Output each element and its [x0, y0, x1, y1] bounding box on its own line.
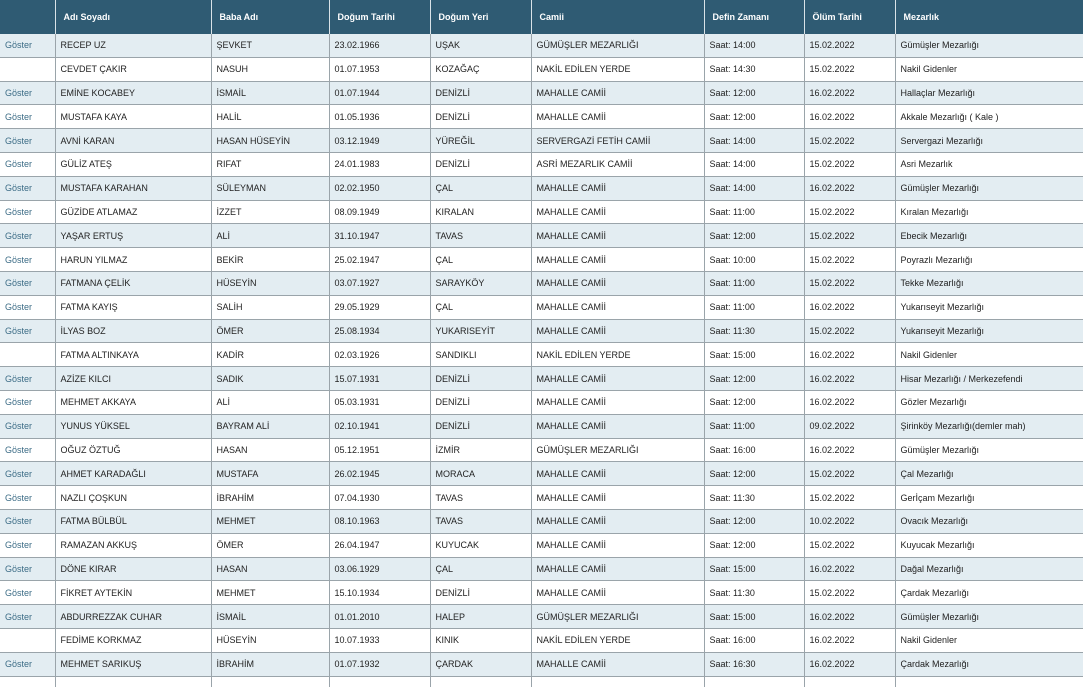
- death-date-cell: 15.02.2022: [804, 152, 895, 176]
- birth-place-cell: SARAYKÖY: [430, 271, 531, 295]
- show-link: [0, 57, 55, 81]
- name-cell: FATMA ALTINKAYA: [55, 343, 211, 367]
- show-link[interactable]: Göster: [0, 390, 55, 414]
- father-name-cell: İZZET: [211, 200, 329, 224]
- mosque-cell: MAHALLE CAMİİ: [531, 81, 704, 105]
- birth-place-cell: ÇAL: [430, 176, 531, 200]
- mosque-cell: SERVERGAZİ FETİH CAMİİ: [531, 129, 704, 153]
- empty-cell: [0, 676, 55, 687]
- show-link[interactable]: Göster: [0, 129, 55, 153]
- cemetery-cell: Kıralan Mezarlığı: [895, 200, 1083, 224]
- birth-place-cell: SANDIKLI: [430, 343, 531, 367]
- mosque-cell: GÜMÜŞLER MEZARLIĞI: [531, 34, 704, 57]
- cemetery-cell: Gümüşler Mezarlığı: [895, 605, 1083, 629]
- table-row: [0, 486, 1083, 510]
- burial-time-cell: Saat: 11:30: [704, 486, 804, 510]
- death-date-cell: 16.02.2022: [804, 390, 895, 414]
- mosque-cell: MAHALLE CAMİİ: [531, 414, 704, 438]
- birth-date-cell: 05.12.1951: [329, 438, 430, 462]
- name-cell: MEHMET AKKAYA: [55, 390, 211, 414]
- birth-place-cell: MORACA: [430, 462, 531, 486]
- cemetery-cell: Gümüşler Mezarlığı: [895, 34, 1083, 57]
- mosque-cell: NAKİL EDİLEN YERDE: [531, 628, 704, 652]
- birth-date-cell: 08.09.1949: [329, 200, 430, 224]
- birth-date-cell: 01.01.2010: [329, 605, 430, 629]
- death-date-cell: 15.02.2022: [804, 533, 895, 557]
- name-cell: YUNUS YÜKSEL: [55, 414, 211, 438]
- father-name-cell: SADIK: [211, 367, 329, 391]
- table-row: [0, 438, 1083, 462]
- burial-time-cell: Saat: 14:00: [704, 152, 804, 176]
- mosque-cell: ASRİ MEZARLIK CAMİİ: [531, 152, 704, 176]
- mosque-cell: MAHALLE CAMİİ: [531, 248, 704, 272]
- father-name-cell: BEKİR: [211, 248, 329, 272]
- name-cell: İLYAS BOZ: [55, 319, 211, 343]
- birth-date-cell: 03.06.1929: [329, 557, 430, 581]
- cemetery-cell: Hallaçlar Mezarlığı: [895, 81, 1083, 105]
- mosque-cell: MAHALLE CAMİİ: [531, 224, 704, 248]
- father-name-cell: HASAN: [211, 438, 329, 462]
- cemetery-cell: Ovacık Mezarlığı: [895, 509, 1083, 533]
- birth-date-cell: 24.01.1983: [329, 152, 430, 176]
- death-date-cell: 15.02.2022: [804, 129, 895, 153]
- name-cell: MUSTAFA KAYA: [55, 105, 211, 129]
- show-link[interactable]: Göster: [0, 248, 55, 272]
- header-birth-date: Doğum Tarihi: [329, 0, 430, 34]
- birth-place-cell: ÇAL: [430, 295, 531, 319]
- show-link[interactable]: Göster: [0, 319, 55, 343]
- birth-date-cell: 10.07.1933: [329, 628, 430, 652]
- birth-place-cell: ÇAL: [430, 557, 531, 581]
- table-row: [0, 652, 1083, 676]
- birth-place-cell: DENİZLİ: [430, 152, 531, 176]
- table-row: [0, 248, 1083, 272]
- father-name-cell: ÖMER: [211, 319, 329, 343]
- show-link[interactable]: Göster: [0, 81, 55, 105]
- mosque-cell: MAHALLE CAMİİ: [531, 271, 704, 295]
- birth-place-cell: ÇAL: [430, 248, 531, 272]
- table-footer-row: [0, 676, 1083, 687]
- show-link[interactable]: Göster: [0, 509, 55, 533]
- show-link: [0, 343, 55, 367]
- death-date-cell: 16.02.2022: [804, 81, 895, 105]
- father-name-cell: HASAN HÜSEYİN: [211, 129, 329, 153]
- cemetery-cell: Şirinköy Mezarlığı(demler mah): [895, 414, 1083, 438]
- burial-time-cell: Saat: 16:00: [704, 438, 804, 462]
- death-date-cell: 15.02.2022: [804, 34, 895, 57]
- header-cemetery: Mezarlık: [895, 0, 1083, 34]
- mosque-cell: NAKİL EDİLEN YERDE: [531, 57, 704, 81]
- name-cell: AHMET KARADAĞLI: [55, 462, 211, 486]
- burial-time-cell: Saat: 14:00: [704, 129, 804, 153]
- table-row: [0, 557, 1083, 581]
- birth-date-cell: 26.02.1945: [329, 462, 430, 486]
- cemetery-cell: Çardak Mezarlığı: [895, 652, 1083, 676]
- name-cell: RECEP UZ: [55, 34, 211, 57]
- show-link[interactable]: Göster: [0, 367, 55, 391]
- show-link[interactable]: Göster: [0, 581, 55, 605]
- father-name-cell: HÜSEYİN: [211, 271, 329, 295]
- cemetery-cell: Nakil Gidenler: [895, 343, 1083, 367]
- show-link[interactable]: Göster: [0, 438, 55, 462]
- empty-cell: [531, 676, 704, 687]
- cemetery-cell: Çardak Mezarlığı: [895, 581, 1083, 605]
- burial-time-cell: Saat: 12:00: [704, 390, 804, 414]
- cemetery-cell: Akkale Mezarlığı ( Kale ): [895, 105, 1083, 129]
- birth-date-cell: 25.02.1947: [329, 248, 430, 272]
- birth-place-cell: KUYUCAK: [430, 533, 531, 557]
- cemetery-cell: Poyrazlı Mezarlığı: [895, 248, 1083, 272]
- cemetery-cell: Gerİçam Mezarlığı: [895, 486, 1083, 510]
- show-link[interactable]: Göster: [0, 34, 55, 57]
- table-row: [0, 105, 1083, 129]
- show-link[interactable]: Göster: [0, 486, 55, 510]
- burial-time-cell: Saat: 12:00: [704, 509, 804, 533]
- birth-place-cell: TAVAS: [430, 486, 531, 510]
- table-body: [0, 34, 1083, 687]
- birth-date-cell: 02.02.1950: [329, 176, 430, 200]
- name-cell: EMİNE KOCABEY: [55, 81, 211, 105]
- name-cell: FATMA BÜLBÜL: [55, 509, 211, 533]
- burial-time-cell: Saat: 14:30: [704, 57, 804, 81]
- show-link[interactable]: Göster: [0, 462, 55, 486]
- show-link[interactable]: Göster: [0, 414, 55, 438]
- birth-place-cell: DENİZLİ: [430, 105, 531, 129]
- mosque-cell: GÜMÜŞLER MEZARLIĞI: [531, 438, 704, 462]
- cemetery-cell: Yukarıseyit Mezarlığı: [895, 295, 1083, 319]
- death-date-cell: 16.02.2022: [804, 652, 895, 676]
- empty-cell: [895, 676, 1083, 687]
- birth-date-cell: 31.10.1947: [329, 224, 430, 248]
- table-row: [0, 271, 1083, 295]
- cemetery-cell: Nakil Gidenler: [895, 628, 1083, 652]
- name-cell: GÜZİDE ATLAMAZ: [55, 200, 211, 224]
- table-row: [0, 224, 1083, 248]
- mosque-cell: MAHALLE CAMİİ: [531, 200, 704, 224]
- name-cell: GÜLİZ ATEŞ: [55, 152, 211, 176]
- show-link[interactable]: Göster: [0, 557, 55, 581]
- birth-date-cell: 02.03.1926: [329, 343, 430, 367]
- death-date-cell: 15.02.2022: [804, 271, 895, 295]
- mosque-cell: MAHALLE CAMİİ: [531, 509, 704, 533]
- table-row: [0, 628, 1083, 652]
- birth-place-cell: DENİZLİ: [430, 414, 531, 438]
- name-cell: CEVDET ÇAKIR: [55, 57, 211, 81]
- burial-time-cell: Saat: 12:00: [704, 81, 804, 105]
- father-name-cell: MEHMET: [211, 509, 329, 533]
- father-name-cell: NASUH: [211, 57, 329, 81]
- show-link[interactable]: Göster: [0, 152, 55, 176]
- show-link[interactable]: Göster: [0, 605, 55, 629]
- burial-time-cell: Saat: 12:00: [704, 462, 804, 486]
- burial-time-cell: Saat: 15:00: [704, 557, 804, 581]
- birth-date-cell: 01.07.1953: [329, 57, 430, 81]
- name-cell: OĞUZ ÖZTUĞ: [55, 438, 211, 462]
- mosque-cell: MAHALLE CAMİİ: [531, 295, 704, 319]
- birth-date-cell: 01.07.1932: [329, 652, 430, 676]
- header-name: Adı Soyadı: [55, 0, 211, 34]
- mosque-cell: MAHALLE CAMİİ: [531, 486, 704, 510]
- birth-date-cell: 25.08.1934: [329, 319, 430, 343]
- birth-place-cell: TAVAS: [430, 224, 531, 248]
- burial-time-cell: Saat: 16:30: [704, 652, 804, 676]
- burial-time-cell: Saat: 14:00: [704, 176, 804, 200]
- death-date-cell: 16.02.2022: [804, 438, 895, 462]
- show-link[interactable]: Göster: [0, 200, 55, 224]
- death-date-cell: 10.02.2022: [804, 509, 895, 533]
- birth-place-cell: ÇARDAK: [430, 652, 531, 676]
- burial-time-cell: Saat: 12:00: [704, 533, 804, 557]
- father-name-cell: ŞEVKET: [211, 34, 329, 57]
- death-date-cell: 15.02.2022: [804, 462, 895, 486]
- burial-time-cell: Saat: 15:00: [704, 343, 804, 367]
- show-link[interactable]: Göster: [0, 105, 55, 129]
- show-link[interactable]: Göster: [0, 224, 55, 248]
- birth-place-cell: KOZAĞAÇ: [430, 57, 531, 81]
- birth-place-cell: DENİZLİ: [430, 581, 531, 605]
- cemetery-cell: Servergazi Mezarlığı: [895, 129, 1083, 153]
- name-cell: ABDURREZZAK CUHAR: [55, 605, 211, 629]
- father-name-cell: HASAN: [211, 557, 329, 581]
- birth-place-cell: DENİZLİ: [430, 367, 531, 391]
- father-name-cell: BAYRAM ALİ: [211, 414, 329, 438]
- death-date-cell: 15.02.2022: [804, 224, 895, 248]
- mosque-cell: MAHALLE CAMİİ: [531, 652, 704, 676]
- mosque-cell: MAHALLE CAMİİ: [531, 390, 704, 414]
- birth-date-cell: 03.12.1949: [329, 129, 430, 153]
- father-name-cell: SÜLEYMAN: [211, 176, 329, 200]
- mosque-cell: MAHALLE CAMİİ: [531, 533, 704, 557]
- death-date-cell: 16.02.2022: [804, 605, 895, 629]
- birth-place-cell: İZMİR: [430, 438, 531, 462]
- mosque-cell: MAHALLE CAMİİ: [531, 367, 704, 391]
- father-name-cell: KADİR: [211, 343, 329, 367]
- father-name-cell: İBRAHİM: [211, 652, 329, 676]
- death-date-cell: 16.02.2022: [804, 557, 895, 581]
- birth-place-cell: DENİZLİ: [430, 81, 531, 105]
- burial-time-cell: Saat: 10:00: [704, 248, 804, 272]
- death-date-cell: 16.02.2022: [804, 176, 895, 200]
- death-date-cell: 16.02.2022: [804, 295, 895, 319]
- empty-cell: [329, 676, 430, 687]
- name-cell: MEHMET SARIKUŞ: [55, 652, 211, 676]
- burial-time-cell: Saat: 11:00: [704, 200, 804, 224]
- mosque-cell: MAHALLE CAMİİ: [531, 319, 704, 343]
- show-link[interactable]: Göster: [0, 533, 55, 557]
- birth-date-cell: 26.04.1947: [329, 533, 430, 557]
- table-row: [0, 81, 1083, 105]
- header-father-name: Baba Adı: [211, 0, 329, 34]
- table-row: [0, 176, 1083, 200]
- death-date-cell: 16.02.2022: [804, 367, 895, 391]
- table-row: [0, 129, 1083, 153]
- death-date-cell: 16.02.2022: [804, 343, 895, 367]
- burial-time-cell: Saat: 11:30: [704, 581, 804, 605]
- burial-time-cell: Saat: 11:00: [704, 271, 804, 295]
- birth-place-cell: YÜREĞİL: [430, 129, 531, 153]
- table-row: [0, 295, 1083, 319]
- birth-date-cell: 07.04.1930: [329, 486, 430, 510]
- cemetery-cell: Hisar Mezarlığı / Merkezefendi: [895, 367, 1083, 391]
- cemetery-cell: Asri Mezarlık: [895, 152, 1083, 176]
- header-action: [0, 0, 55, 34]
- father-name-cell: ALİ: [211, 224, 329, 248]
- table-row: [0, 367, 1083, 391]
- birth-date-cell: 01.05.1936: [329, 105, 430, 129]
- birth-place-cell: YUKARISEYİT: [430, 319, 531, 343]
- death-date-cell: 15.02.2022: [804, 319, 895, 343]
- birth-date-cell: 05.03.1931: [329, 390, 430, 414]
- cemetery-cell: Dağal Mezarlığı: [895, 557, 1083, 581]
- death-date-cell: 15.02.2022: [804, 57, 895, 81]
- birth-place-cell: HALEP: [430, 605, 531, 629]
- death-date-cell: 15.02.2022: [804, 581, 895, 605]
- burial-time-cell: Saat: 12:00: [704, 367, 804, 391]
- mosque-cell: NAKİL EDİLEN YERDE: [531, 343, 704, 367]
- birth-date-cell: 01.07.1944: [329, 81, 430, 105]
- name-cell: FEDİME KORKMAZ: [55, 628, 211, 652]
- cemetery-cell: Tekke Mezarlığı: [895, 271, 1083, 295]
- burial-time-cell: Saat: 11:00: [704, 295, 804, 319]
- name-cell: DÖNE KIRAR: [55, 557, 211, 581]
- cemetery-cell: Gözler Mezarlığı: [895, 390, 1083, 414]
- cemetery-cell: Gümüşler Mezarlığı: [895, 438, 1083, 462]
- burial-time-cell: Saat: 11:30: [704, 319, 804, 343]
- cemetery-cell: Çal Mezarlığı: [895, 462, 1083, 486]
- burial-time-cell: Saat: 14:00: [704, 34, 804, 57]
- death-date-cell: 15.02.2022: [804, 486, 895, 510]
- empty-cell: [55, 676, 211, 687]
- death-date-cell: 15.02.2022: [804, 200, 895, 224]
- birth-place-cell: KINIK: [430, 628, 531, 652]
- name-cell: AZİZE KILCI: [55, 367, 211, 391]
- birth-place-cell: DENİZLİ: [430, 390, 531, 414]
- father-name-cell: RIFAT: [211, 152, 329, 176]
- table-row: [0, 414, 1083, 438]
- table-row: [0, 34, 1083, 57]
- father-name-cell: İSMAİL: [211, 605, 329, 629]
- table-row: [0, 533, 1083, 557]
- father-name-cell: HALİL: [211, 105, 329, 129]
- burial-time-cell: Saat: 15:00: [704, 605, 804, 629]
- father-name-cell: İSMAİL: [211, 81, 329, 105]
- death-date-cell: 16.02.2022: [804, 105, 895, 129]
- birth-date-cell: 23.02.1966: [329, 34, 430, 57]
- table-row: [0, 343, 1083, 367]
- birth-date-cell: 29.05.1929: [329, 295, 430, 319]
- table-row: [0, 390, 1083, 414]
- father-name-cell: İBRAHİM: [211, 486, 329, 510]
- mosque-cell: MAHALLE CAMİİ: [531, 462, 704, 486]
- name-cell: MUSTAFA KARAHAN: [55, 176, 211, 200]
- table-row: [0, 152, 1083, 176]
- father-name-cell: SALİH: [211, 295, 329, 319]
- birth-date-cell: 03.07.1927: [329, 271, 430, 295]
- header-mosque: Camii: [531, 0, 704, 34]
- mosque-cell: MAHALLE CAMİİ: [531, 557, 704, 581]
- mosque-cell: GÜMÜŞLER MEZARLIĞI: [531, 605, 704, 629]
- header-burial-time: Defin Zamanı: [704, 0, 804, 34]
- burial-time-cell: Saat: 12:00: [704, 224, 804, 248]
- death-date-cell: 15.02.2022: [804, 248, 895, 272]
- birth-place-cell: KIRALAN: [430, 200, 531, 224]
- father-name-cell: MEHMET: [211, 581, 329, 605]
- birth-date-cell: 08.10.1963: [329, 509, 430, 533]
- mosque-cell: MAHALLE CAMİİ: [531, 581, 704, 605]
- death-date-cell: 16.02.2022: [804, 628, 895, 652]
- father-name-cell: MUSTAFA: [211, 462, 329, 486]
- name-cell: RAMAZAN AKKUŞ: [55, 533, 211, 557]
- death-date-cell: 09.02.2022: [804, 414, 895, 438]
- empty-cell: [430, 676, 531, 687]
- show-link[interactable]: Göster: [0, 271, 55, 295]
- cemetery-cell: Ebecik Mezarlığı: [895, 224, 1083, 248]
- burial-time-cell: Saat: 16:00: [704, 628, 804, 652]
- header-death-date: Ölüm Tarihi: [804, 0, 895, 34]
- birth-place-cell: TAVAS: [430, 509, 531, 533]
- table-row: [0, 57, 1083, 81]
- mosque-cell: MAHALLE CAMİİ: [531, 105, 704, 129]
- table-row: [0, 462, 1083, 486]
- table-row: [0, 200, 1083, 224]
- father-name-cell: ÖMER: [211, 533, 329, 557]
- show-link[interactable]: Göster: [0, 176, 55, 200]
- cemetery-cell: Gümüşler Mezarlığı: [895, 176, 1083, 200]
- show-link: [0, 628, 55, 652]
- show-link[interactable]: Göster: [0, 652, 55, 676]
- birth-date-cell: 02.10.1941: [329, 414, 430, 438]
- name-cell: NAZLI ÇOŞKUN: [55, 486, 211, 510]
- cemetery-cell: Nakil Gidenler: [895, 57, 1083, 81]
- show-link[interactable]: Göster: [0, 295, 55, 319]
- empty-cell: [211, 676, 329, 687]
- name-cell: FİKRET AYTEKİN: [55, 581, 211, 605]
- father-name-cell: HÜSEYİN: [211, 628, 329, 652]
- burial-time-cell: Saat: 11:00: [704, 414, 804, 438]
- table-header-row: [0, 0, 1083, 34]
- header-birth-place: Doğum Yeri: [430, 0, 531, 34]
- table-row: [0, 605, 1083, 629]
- cemetery-cell: Yukarıseyit Mezarlığı: [895, 319, 1083, 343]
- name-cell: HARUN YILMAZ: [55, 248, 211, 272]
- mosque-cell: MAHALLE CAMİİ: [531, 176, 704, 200]
- name-cell: AVNİ KARAN: [55, 129, 211, 153]
- table-row: [0, 581, 1083, 605]
- table-row: [0, 319, 1083, 343]
- birth-date-cell: 15.07.1931: [329, 367, 430, 391]
- birth-place-cell: UŞAK: [430, 34, 531, 57]
- name-cell: FATMA KAYIŞ: [55, 295, 211, 319]
- empty-cell: [804, 676, 895, 687]
- birth-date-cell: 15.10.1934: [329, 581, 430, 605]
- empty-cell: [704, 676, 804, 687]
- name-cell: YAŞAR ERTUŞ: [55, 224, 211, 248]
- name-cell: FATMANA ÇELİK: [55, 271, 211, 295]
- table-row: [0, 509, 1083, 533]
- father-name-cell: ALİ: [211, 390, 329, 414]
- burial-time-cell: Saat: 12:00: [704, 105, 804, 129]
- cemetery-cell: Kuyucak Mezarlığı: [895, 533, 1083, 557]
